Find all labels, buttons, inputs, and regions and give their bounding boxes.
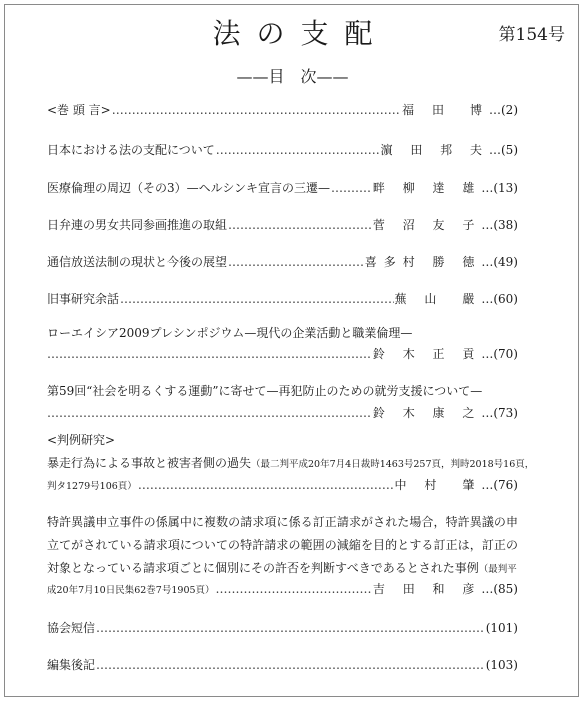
entry-author: 濵 田 邦 夫 <box>380 143 489 157</box>
journal-title: 法の支配 <box>212 17 389 50</box>
toc-entry[interactable] <box>47 657 518 673</box>
entry-page: (38) <box>493 218 518 232</box>
entry-title: 旧事研究余話 <box>47 292 120 306</box>
entry-page: (60) <box>493 292 518 306</box>
entry-ellipsis: … <box>489 103 501 117</box>
entry-ellipsis: … <box>481 478 494 492</box>
entry-page: (103) <box>485 658 518 672</box>
entry-ellipsis: … <box>481 181 494 195</box>
entry-ellipsis: … <box>481 406 494 420</box>
leader-dots <box>331 180 372 196</box>
entry-title: <巻 頭 言> <box>47 103 111 117</box>
case-citation: （最判平 <box>478 564 517 575</box>
toc-heading: ——目 次—— <box>236 67 349 86</box>
toc-entry[interactable] <box>47 142 518 158</box>
case-title: 対象となっている請求項ごとに個別にその許否を判断すべきであるとされた事例 <box>47 561 479 575</box>
leader-dots <box>228 217 372 233</box>
entry-title: 編集後記 <box>47 658 96 672</box>
toc-entry[interactable] <box>47 346 518 362</box>
toc-entry[interactable] <box>47 102 518 118</box>
leader-dots <box>216 142 380 158</box>
entry-author: 福 田 博 <box>402 103 489 117</box>
toc-entry[interactable] <box>47 217 518 233</box>
entry-page: (85) <box>493 582 518 596</box>
entry-author: 中 村 肇 <box>394 478 482 492</box>
case-title-line[interactable] <box>47 560 518 578</box>
entry-title[interactable]: 第59回“社会を明るくする運動”に寄せて—再犯防止のための就労支援について— <box>47 384 483 398</box>
toc-entry[interactable] <box>47 405 518 421</box>
leader-dots <box>138 477 394 493</box>
toc-entry[interactable] <box>47 581 518 599</box>
entry-title: 通信放送法制の現状と今後の展望 <box>47 255 228 269</box>
entry-page: (5) <box>501 143 518 157</box>
entry-title: 医療倫理の周辺（その3）—ヘルシンキ宣言の三遷— <box>47 181 331 195</box>
entry-author: 鈴 木 正 貢 <box>372 347 482 361</box>
leader-dots <box>112 102 401 118</box>
entry-ellipsis: … <box>481 218 494 232</box>
case-citation: 成20年7月10日民集62巻7号1905頁） <box>47 585 215 596</box>
entry-page: (49) <box>493 255 518 269</box>
entry-page: (101) <box>485 621 518 635</box>
leader-dots <box>216 581 372 597</box>
leader-dots <box>228 254 364 270</box>
case-citation: 判タ1279号106頁） <box>47 481 137 492</box>
case-title-line[interactable]: 立てがされている請求項についての特許請求の範囲の減縮を目的とする訂正は，訂正の <box>47 538 518 552</box>
leader-dots <box>96 620 485 636</box>
entry-author: 喜多村 勝 徳 <box>364 255 482 269</box>
case-title-line[interactable]: 特許異議申立事件の係属中に複数の請求項に係る訂正請求がされた場合，特許異議の申 <box>47 515 518 529</box>
entry-ellipsis: … <box>481 347 494 361</box>
case-title: 暴走行為による事故と被害者側の過失 <box>47 456 252 470</box>
entry-author: 吉 田 和 彦 <box>372 582 482 596</box>
entry-page: (76) <box>493 478 518 492</box>
entry-ellipsis: … <box>481 292 494 306</box>
case-citation: （最二判平成20年7月4日裁時1463号257頁，判時2018号16頁， <box>251 459 535 470</box>
leader-dots <box>47 346 372 362</box>
entry-ellipsis: … <box>489 143 501 157</box>
leader-dots <box>47 405 372 421</box>
entry-page: (13) <box>493 181 518 195</box>
entry-ellipsis: … <box>481 255 494 269</box>
entry-title[interactable]: ローエイシア2009プレシンポジウム—現代の企業活動と職業倫理— <box>47 326 413 340</box>
entry-title: 日本における法の支配について <box>47 143 215 157</box>
entry-page: (2) <box>501 103 518 117</box>
entry-title: 協会短信 <box>47 621 96 635</box>
toc-entry[interactable] <box>47 477 518 495</box>
entry-author: 蕪 山 嚴 <box>394 292 482 306</box>
leader-dots <box>120 291 394 307</box>
leader-dots <box>96 657 485 673</box>
toc-entry[interactable] <box>47 254 518 270</box>
section-heading: <判例研究> <box>47 433 116 447</box>
entry-author: 畔 柳 達 雄 <box>372 181 482 195</box>
toc-entry[interactable] <box>47 620 518 636</box>
entry-author: 鈴 木 康 之 <box>372 406 482 420</box>
issue-number: 第154号 <box>498 25 565 45</box>
entry-page: (73) <box>493 406 518 420</box>
toc-entry[interactable] <box>47 291 518 307</box>
entry-page: (70) <box>493 347 518 361</box>
entry-title: 日弁連の男女共同参画推進の取組 <box>47 218 228 232</box>
case-title-line[interactable] <box>47 455 535 473</box>
entry-ellipsis: … <box>481 582 494 596</box>
toc-entry[interactable] <box>47 180 518 196</box>
entry-author: 菅 沼 友 子 <box>372 218 482 232</box>
